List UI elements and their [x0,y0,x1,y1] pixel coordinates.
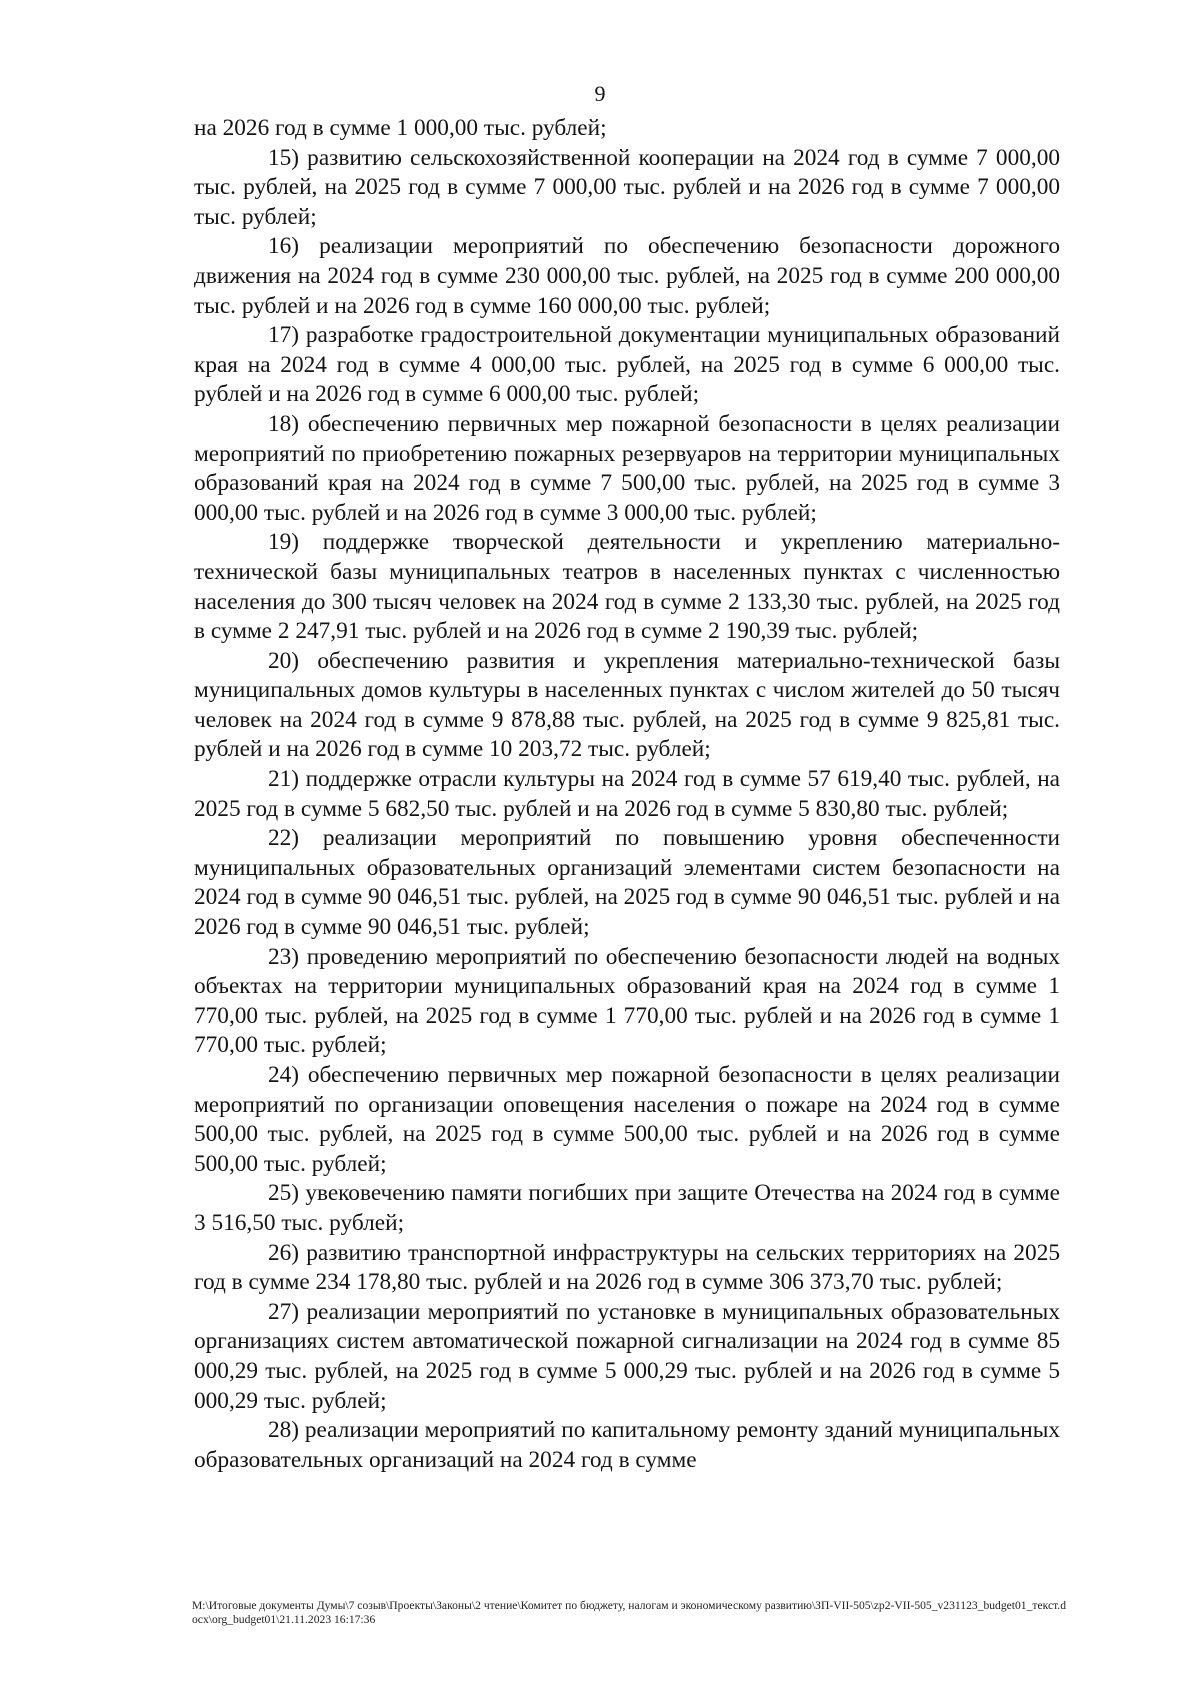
paragraph-item-19: 19) поддержке творческой деятельности и укреплению материально-технической базы муниципальных театров в населенных пунктах с численностью населения до 300 тысяч человек на 2024 год в сумме 2 133,30 тыс. рублей, на 2025 год в сумме 2 247,91 тыс. рублей и на 2026 год в сумме 2 190,39 тыс. рублей; [194,529,1060,645]
paragraph-item-21: 21) поддержке отрасли культуры на 2024 год в сумме 57 619,40 тыс. рублей, на 2025 год в сумме 5 682,50 тыс. рублей и на 2026 год в сумме 5 830,80 тыс. рублей; [194,766,1060,822]
paragraph-item-28: 28) реализации мероприятий по капитальному ремонту зданий муниципальных образовательных организаций на 2024 год в сумме [194,1417,1060,1473]
file-path-footer: M:\Итоговые документы Думы\7 созыв\Проекты\Законы\2 чтение\Комитет по бюджету, налогам и экономическому развитию\ЗП-VII-505\zp2-VII-505_v231123_budget01_текст.docx\org_budget01\21.11.2023 16:17:36 [192,1599,1066,1626]
paragraph-item-17: 17) разработке градостроительной документации муниципальных образований края на 2024 год в сумме 4 000,00 тыс. рублей, на 2025 год в сумме 6 000,00 тыс. рублей и на 2026 год в сумме 6 000,00 тыс. рублей; [194,322,1060,408]
paragraph-item-22: 22) реализации мероприятий по повышению уровня обеспеченности муниципальных образовательных организаций элементами систем безопасности на 2024 год в сумме 90 046,51 тыс. рублей, на 2025 год в сумме 90 046,51 тыс. рублей и на 2026 год в сумме 90 046,51 тыс. рублей; [194,825,1060,941]
page-number: 9 [594,81,606,106]
paragraph-item-23: 23) проведению мероприятий по обеспечению безопасности людей на водных объектах на территории муниципальных образований края на 2024 год в сумме 1 770,00 тыс. рублей, на 2025 год в сумме 1 770,00 тыс. рублей и на 2026 год в сумме 1 770,00 тыс. рублей; [194,943,1060,1059]
paragraph-item-16: 16) реализации мероприятий по обеспечению безопасности дорожного движения на 2024 год в сумме 230 000,00 тыс. рублей, на 2025 год в сумме 200 000,00 тыс. рублей и на 2026 год в сумме 160 000,00 тыс. рублей; [194,233,1060,319]
paragraph-continuation: на 2026 год в сумме 1 000,00 тыс. рублей; [194,115,607,141]
paragraph-item-20: 20) обеспечению развития и укрепления материально-технической базы муниципальных домов культуры в населенных пунктах с числом жителей до 50 тысяч человек на 2024 год в сумме 9 878,88 тыс. рублей, на 2025 год в сумме 9 825,81 тыс. рублей и на 2026 год в сумме 10 203,72 тыс. рублей; [194,647,1060,763]
paragraph-item-24: 24) обеспечению первичных мер пожарной безопасности в целях реализации мероприятий по организации оповещения населения о пожаре на 2024 год в сумме 500,00 тыс. рублей, на 2025 год в сумме 500,00 тыс. рублей и на 2026 год в сумме 500,00 тыс. рублей; [194,1062,1060,1177]
paragraph-item-18: 18) обеспечению первичных мер пожарной безопасности в целях реализации мероприятий по приобретению пожарных резервуаров на территории муниципальных образований края на 2024 год в сумме 7 500,00 тыс. рублей, на 2025 год в сумме 3 000,00 тыс. рублей и на 2026 год в сумме 3 000,00 тыс. рублей; [194,410,1060,526]
document-body [194,114,1060,1475]
paragraph-item-26: 26) развитию транспортной инфраструктуры на сельских территориях на 2025 год в сумме 234 178,80 тыс. рублей и на 2026 год в сумме 306 373,70 тыс. рублей; [194,1239,1060,1296]
paragraph-item-15: 15) развитию сельскохозяйственной кооперации на 2024 год в сумме 7 000,00 тыс. рублей, на 2025 год в сумме 7 000,00 тыс. рублей и на 2026 год в сумме 7 000,00 тыс. рублей; [194,144,1060,230]
paragraph-item-27: 27) реализации мероприятий по установке в муниципальных образовательных организациях систем автоматической пожарной сигнализации на 2024 год в сумме 85 000,29 тыс. рублей, на 2025 год в сумме 5 000,29 тыс. рублей и на 2026 год в сумме 5 000,29 тыс. рублей; [194,1298,1060,1414]
paragraph-item-25: 25) увековечению памяти погибших при защите Отечества на 2024 год в сумме 3 516,50 тыс. рублей; [194,1180,1060,1236]
